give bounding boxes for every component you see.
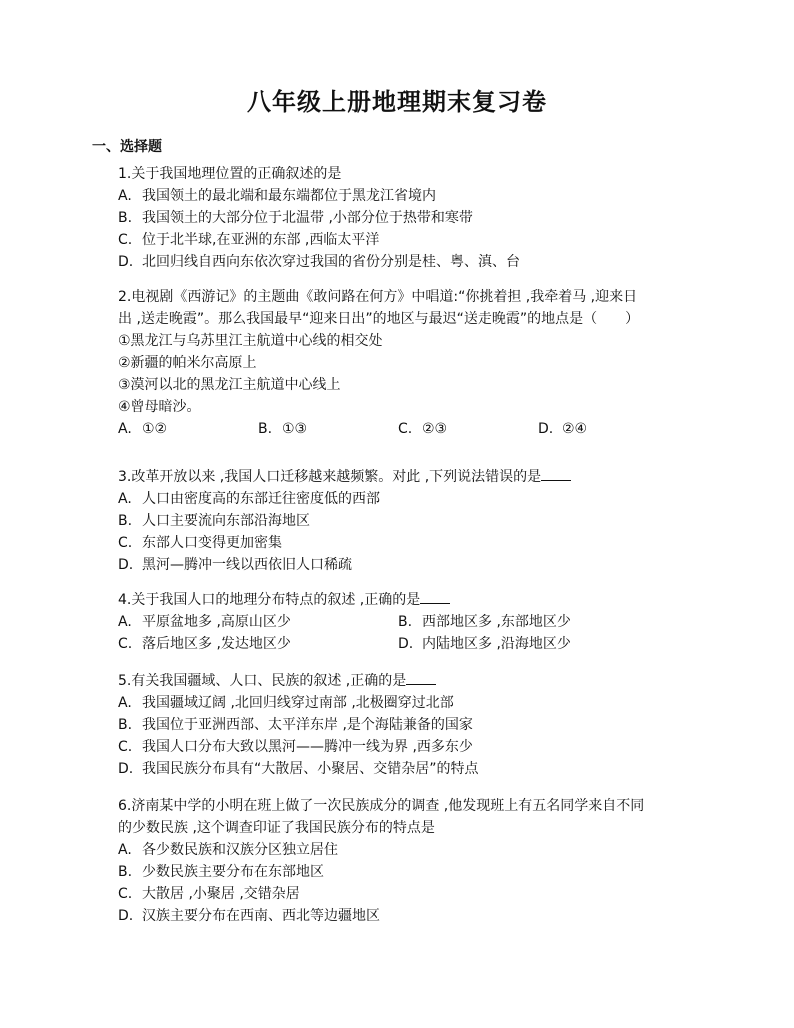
- section-heading: 一、选择题: [92, 139, 162, 155]
- options-row: [118, 611, 718, 633]
- question-1: [118, 163, 718, 273]
- question-stem: 3.改革开放以来 ,我国人口迁移越来越频繁。对此 ,下列说法错误的是: [118, 466, 718, 488]
- option-c[interactable]: C. 落后地区多 ,发达地区少: [118, 636, 291, 652]
- question-3: [118, 466, 718, 576]
- option-a[interactable]: A. ①②: [118, 421, 168, 437]
- options-row: [118, 418, 728, 440]
- option-b[interactable]: B. 我国领土的大部分位于北温带 ,小部分位于热带和寒带: [118, 210, 473, 226]
- question-4: [118, 589, 718, 655]
- answer-blank[interactable]: [420, 589, 450, 604]
- question-stem-cont: 出 ,送走晚霞”。那么我国最早“迎来日出”的地区与最迟“送走晚霞”的地点是（ ）: [118, 311, 640, 327]
- option-d[interactable]: D. 北回归线自西向东依次穿过我国的省份分别是桂、粤、滇、台: [118, 254, 520, 270]
- option-a[interactable]: A. 我国疆域辽阔 ,北回归线穿过南部 ,北极圈穿过北部: [118, 695, 454, 711]
- option-c[interactable]: C. ②③: [398, 421, 448, 437]
- question-stem: 1.关于我国地理位置的正确叙述的是: [118, 166, 342, 182]
- option-b[interactable]: B. 少数民族主要分布在东部地区: [118, 864, 324, 880]
- question-6: [118, 795, 728, 927]
- statement-1: ①黑龙江与乌苏里江主航道中心线的相交处: [118, 333, 383, 349]
- answer-blank[interactable]: [541, 466, 571, 481]
- option-b[interactable]: B. 我国位于亚洲西部、太平洋东岸 ,是个海陆兼备的国家: [118, 717, 473, 733]
- statement-4: ④曾母暗沙。: [118, 399, 201, 415]
- option-a[interactable]: A. 各少数民族和汉族分区独立居住: [118, 842, 338, 858]
- question-stem: 2.电视剧《西游记》的主题曲《敢问路在何方》中唱道:“你挑着担 ,我牵着马 ,迎来日: [118, 289, 638, 305]
- option-c[interactable]: C. 我国人口分布大致以黑河——腾冲一线为界 ,西多东少: [118, 739, 473, 755]
- exam-title: 八年级上册地理期末复习卷: [247, 87, 547, 116]
- option-b[interactable]: B. ①③: [258, 421, 308, 437]
- options-row: [118, 633, 718, 655]
- question-stem-cont: 的少数民族 ,这个调查印证了我国民族分布的特点是: [118, 820, 435, 836]
- answer-blank[interactable]: [406, 670, 436, 685]
- option-a[interactable]: A. 平原盆地多 ,高原山区少: [118, 614, 291, 630]
- statement-2: ②新疆的帕米尔高原上: [118, 355, 257, 371]
- option-b[interactable]: B. 人口主要流向东部沿海地区: [118, 513, 310, 529]
- question-5: [118, 670, 718, 780]
- option-d[interactable]: D. 黑河—腾冲一线以西依旧人口稀疏: [118, 557, 352, 573]
- option-c[interactable]: C. 东部人口变得更加密集: [118, 535, 282, 551]
- question-stem: 6.济南某中学的小明在班上做了一次民族成分的调查 ,他发现班上有五名同学来自不同: [118, 798, 645, 814]
- option-d[interactable]: D. 汉族主要分布在西南、西北等边疆地区: [118, 908, 380, 924]
- option-c[interactable]: C. 位于北半球,在亚洲的东部 ,西临太平洋: [118, 232, 380, 248]
- statement-3: ③漠河以北的黑龙江主航道中心线上: [118, 377, 341, 393]
- option-d[interactable]: D. ②④: [538, 421, 588, 437]
- question-2: [118, 286, 728, 440]
- question-stem: 5.有关我国疆域、人口、民族的叙述 ,正确的是: [118, 670, 718, 692]
- option-b[interactable]: B. 西部地区多 ,东部地区少: [398, 614, 571, 630]
- option-c[interactable]: C. 大散居 ,小聚居 ,交错杂居: [118, 886, 300, 902]
- question-stem: 4.关于我国人口的地理分布特点的叙述 ,正确的是: [118, 589, 718, 611]
- option-a[interactable]: A. 人口由密度高的东部迁往密度低的西部: [118, 491, 380, 507]
- option-d[interactable]: D. 内陆地区多 ,沿海地区少: [398, 636, 571, 652]
- option-a[interactable]: A. 我国领土的最北端和最东端都位于黑龙江省境内: [118, 188, 436, 204]
- option-d[interactable]: D. 我国民族分布具有“大散居、小聚居、交错杂居”的特点: [118, 761, 479, 777]
